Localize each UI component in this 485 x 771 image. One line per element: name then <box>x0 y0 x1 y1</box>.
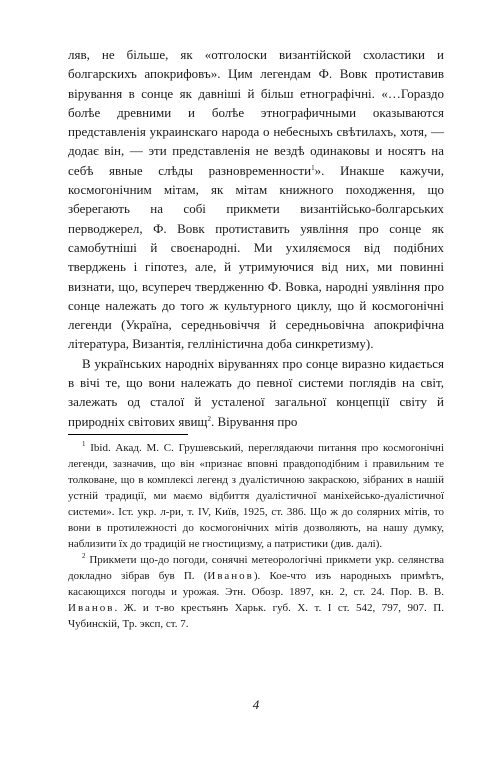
footnote-2-text-b: ). Кое-что изъ народныхъ примѣтъ, касающихся погоды и урожая. Этн. Обозр. 1897, кн. 2, ст. 24. Пор. В. В. <box>68 569 444 598</box>
footnotes <box>68 440 444 632</box>
paragraph-2 <box>68 354 444 431</box>
footnote-2 <box>68 552 444 632</box>
footnote-2-mark: 2 <box>82 551 86 560</box>
footnote-ref-1: 1 <box>311 163 315 172</box>
main-text <box>68 45 444 431</box>
page-number: 4 <box>252 697 260 712</box>
footnote-2-text-c: . Ж. и т-во крестьянъ Харьк. губ. Х. т. І ст. 542, 797, 907. П. Чубинскій, Тр. эксп, ст. 7. <box>68 601 444 630</box>
paragraph-1 <box>68 45 444 354</box>
footnote-2-text-a: Прикмети що-до погоди, сонячні метеорологічні прикмети укр. селянства докладно зібрав був П. ( <box>68 553 444 582</box>
paragraph-1-text: ляв, не більше, як «отголоски византійской схоластики и болгарскихъ апокрифовъ». Цим легендам Ф. Вовк протиставив вірування в сонце як давніші й більш етнографічні. «…Гораздо болѣе древними и болѣе этнографичными оказываются представленія украинскаго народа о небесныхъ свѣтилахъ, хотя, — додає він, — эти представленія не вездѣ одинаковы и носятъ на себѣ явные слѣды разновременности <box>68 47 444 178</box>
footnote-1-text: Ibid. Акад. М. С. Грушевський, переглядаючи питання про космогонічні легенди, зазначив, що він «признає вповні правдоподібним і правильним те толковане, що в комплексі легенд з дуалістичною закраскою, зібраних в нашій устній традиції, ми маємо відбиття дуалістичної маніхейсько-дуалістичної системи». Іст. укр. л-ри, т. IV, Київ, 1925, ст. 386. Що ж до солярних мітів, то вони в протилежності до космогонічних мітів дозволяють, на нашу думку, наблизити їх до традицій не гностицизму, а патристики (див. далі). <box>68 441 445 550</box>
book-page <box>68 45 444 745</box>
footnote-1 <box>68 440 444 552</box>
footnote-ref-2: 2 <box>207 414 211 423</box>
footnote-separator <box>68 434 188 435</box>
footnote-1-mark: 1 <box>82 439 86 448</box>
footnote-2-author-1: Иванов <box>207 569 254 582</box>
footnote-2-author-2: Иванов <box>68 601 115 614</box>
paragraph-2-text: В українських народніх віруваннях про сонце виразно кидається в вічі те, що вони належать до певної системи поглядів на світ, залежать од сталої й усталеної загальної концепції світу й природніх світових явищ <box>68 355 444 429</box>
paragraph-2-cont: . Вірування про <box>210 413 298 429</box>
paragraph-1-cont: ». Инакше кажучи, космогонічним мітам, як мітам книжного походження, що зберегають на собі прикмети византійсько-болгарських перводжерел, Ф. Вовк протиставить уявління про сонце як самобутніші й своєнародні. Ми ухиляємося від подібних тверджень і гіпотез, але, й утримуючися від них, ми повинні визнати, що, всупереч твердженню Ф. Вовка, народні уявління про сонце належать до того ж культурного циклу, що й космогонічні легенди (Україна, середньовіччя й середньовічна апокрифічна література, Византія, гелліністична доба синкретизму). <box>68 162 445 352</box>
